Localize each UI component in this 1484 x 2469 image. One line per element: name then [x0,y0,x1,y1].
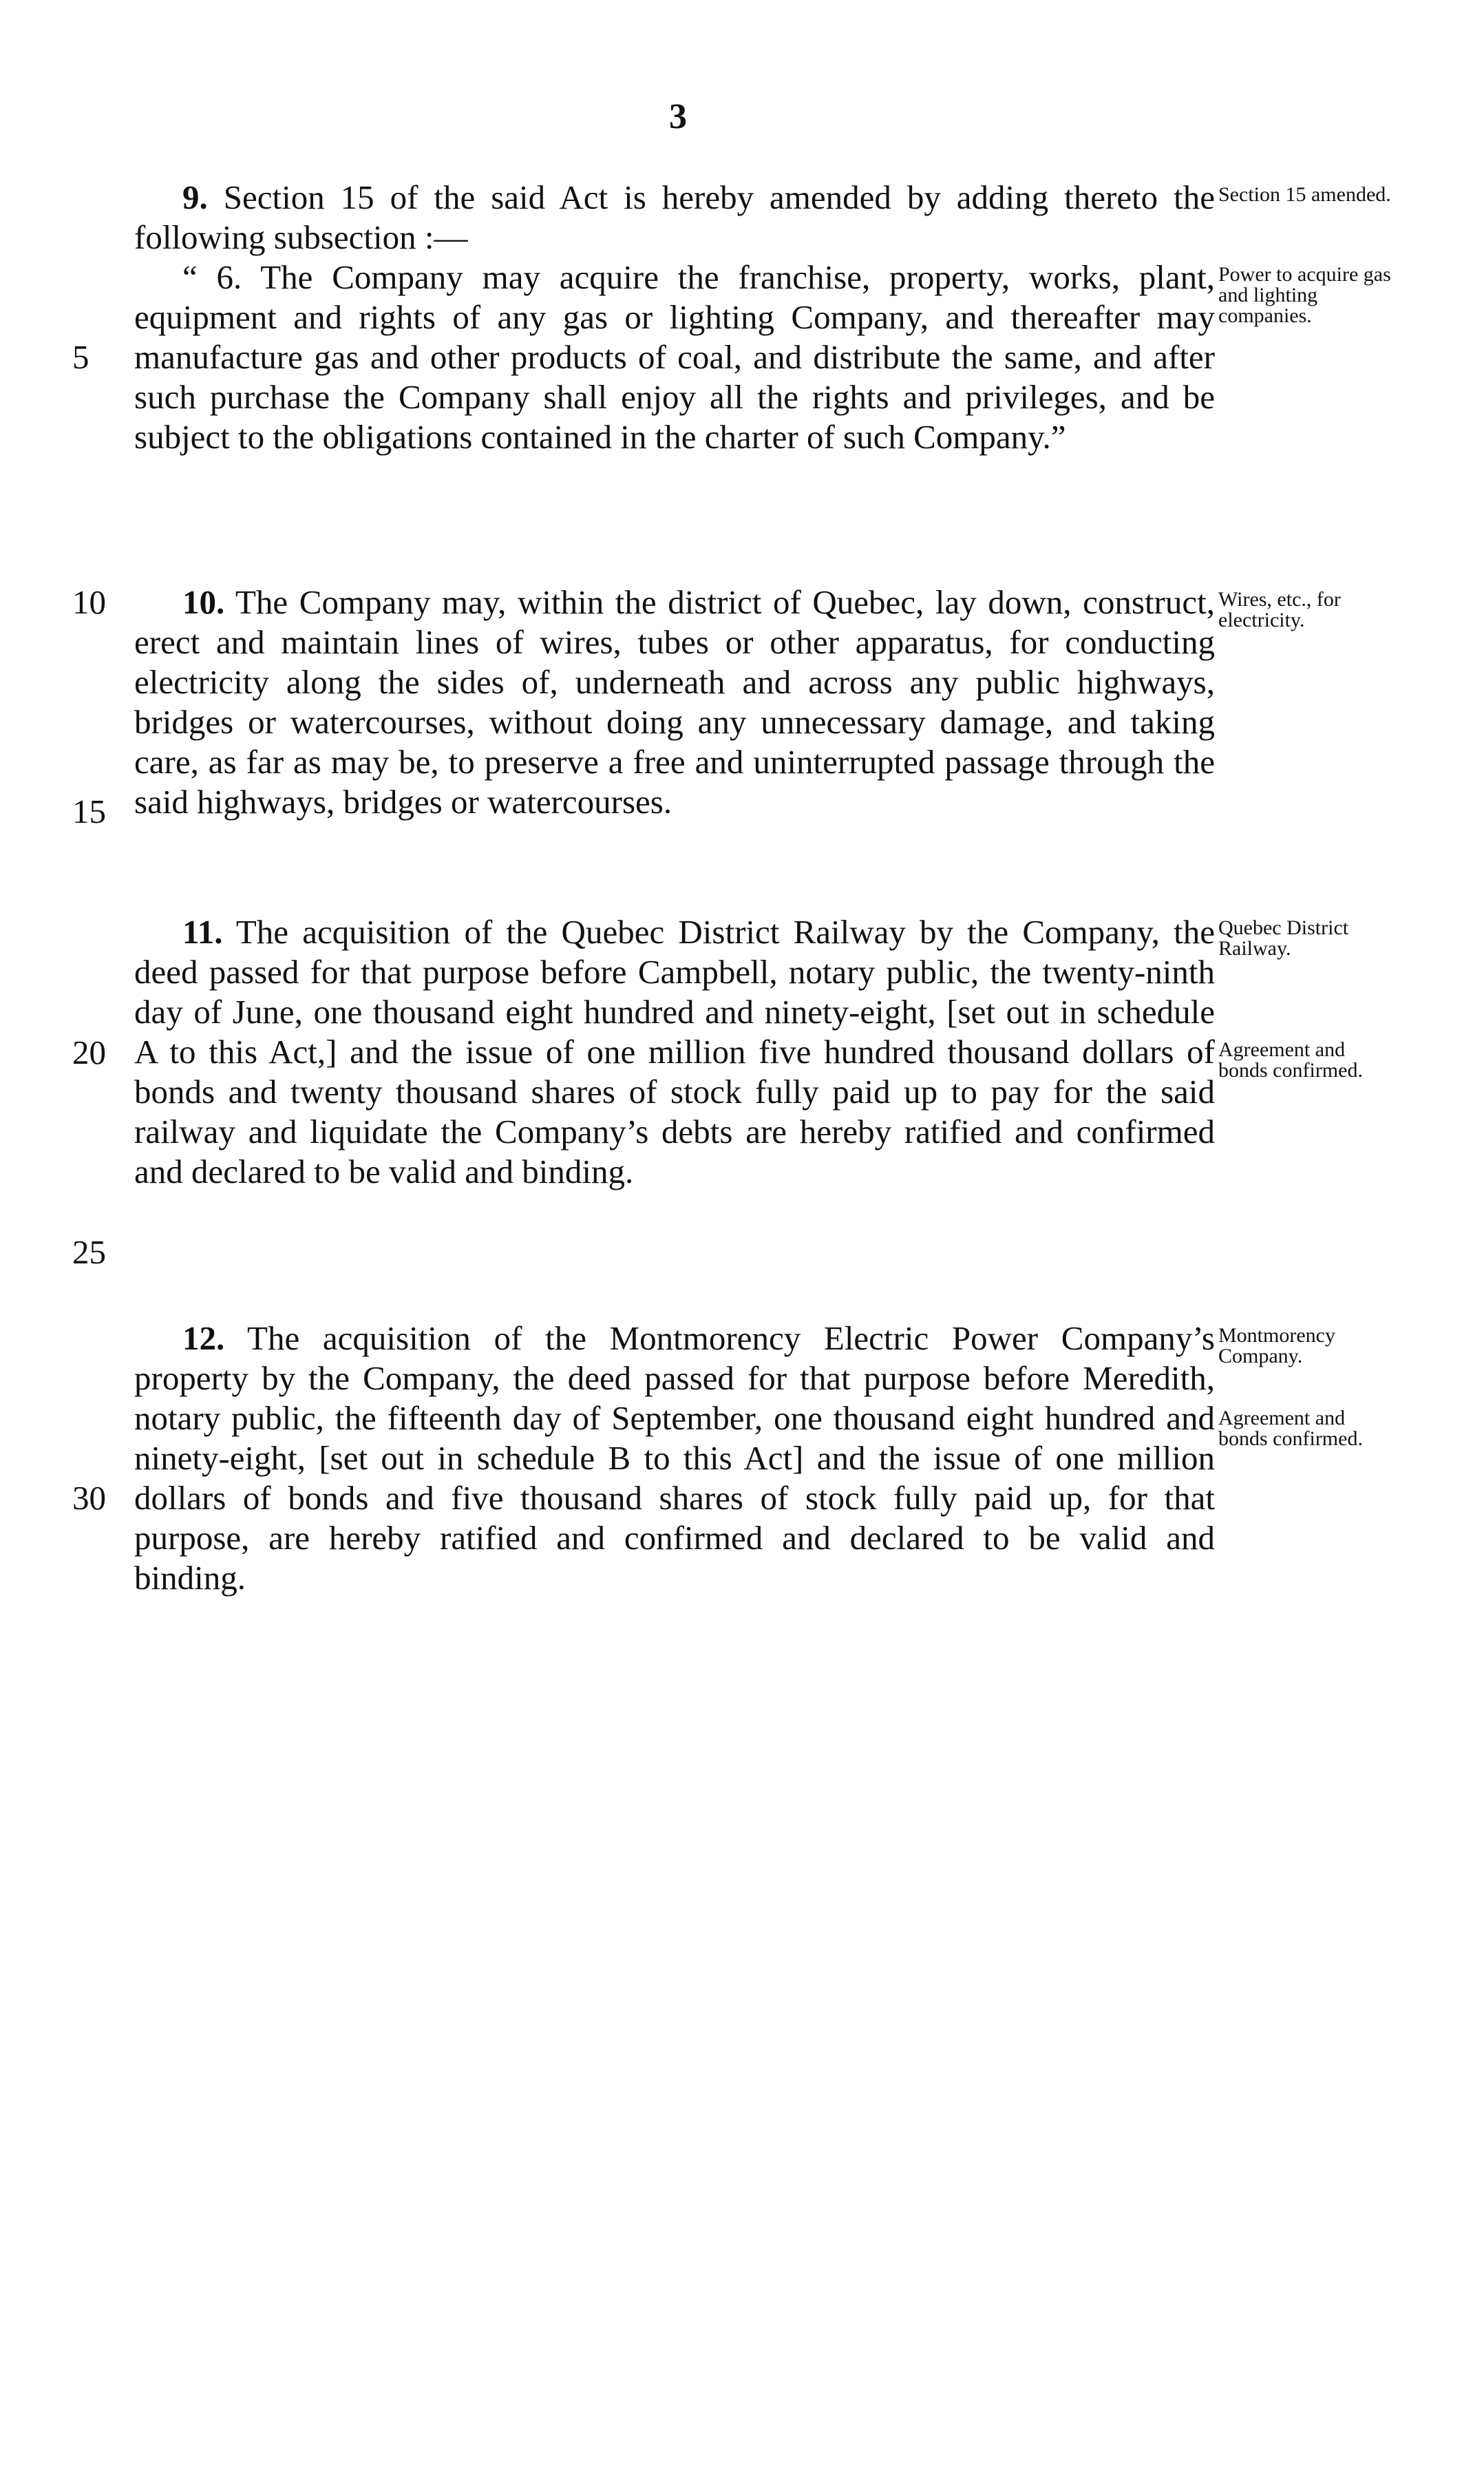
line-number-10: 10 [72,583,106,621]
margin-note-agreement-confirmed-1: Agreement and bonds confirmed. [1218,1038,1363,1082]
margin-note-quebec-district-railway: Quebec District Railway. [1218,916,1349,960]
section-11-paragraph [134,912,1215,1192]
section-12 [134,1318,1215,1598]
margin-note-section-15-amended: Section 15 amended. [1218,183,1391,206]
line-number-30: 30 [72,1479,106,1517]
margin-note-wires: Wires, etc., for electricity. [1218,588,1341,631]
section-number: 11. [182,913,223,951]
section-text: Section 15 of the said Act is hereby amended by adding thereto the following subsection :— [134,178,1215,256]
section-9 [134,178,1215,457]
line-number-5: 5 [72,338,89,376]
section-text: The Company may, within the district of Quebec, lay down, construct, erect and maintain lines of wires, tubes or other apparatus, for conducting electricity along the sides of, underneath and across any public highways, bridges or watercourses, without doing any unnecessary damage, and taking care, as far as may be, to preserve a free and uninterrupted passage through the said highways, bridges or watercourses. [134,583,1215,821]
line-number-20: 20 [72,1033,106,1071]
margin-note-montmorency-company: Montmorency Company. [1218,1324,1335,1367]
line-number-25: 25 [72,1233,106,1271]
section-11 [134,912,1215,1192]
section-number: 10. [182,583,225,621]
section-text: The acquisition of the Quebec District Railway by the Company, the deed passed for that purpose before Campbell, notary public, the twenty-ninth day of June, one thousand eight hundred and ninety-eight, [set out in schedule A to this Act,] and the issue of one million five hundred thousand dollars of bonds and twenty thousand shares of stock fully paid up to pay for the said railway and liquidate the Company’s debts are hereby ratified and confirmed and declared to be valid and binding. [134,913,1215,1190]
section-10 [134,582,1215,822]
section-10-paragraph [134,582,1215,822]
line-number-15: 15 [72,792,106,830]
margin-note-power-to-acquire: Power to acquire gas and lighting companies. [1218,263,1391,327]
section-text: The acquisition of the Montmorency Electric Power Company’s property by the Company, the deed passed for that purpose before Meredith, notary public, the fifteenth day of September, one thousand eight hundred and ninety-eight, [set out in schedule B to this Act] and the issue of one million dollars of bonds and five thousand shares of stock fully paid up, for that purpose, are hereby ratified and confirmed and declared to be valid and binding. [134,1319,1215,1597]
margin-note-agreement-confirmed-2: Agreement and bonds confirmed. [1218,1407,1363,1450]
section-number: 9. [182,178,208,216]
page-number: 3 [669,97,687,136]
section-9-paragraph-2: “ 6. The Company may acquire the franchise, property, works, plant, equipment and rights of any gas or lighting Company, and thereafter may manufacture gas and other products of coal, and distribute the same, and after such purchase the Company shall enjoy all the rights and privileges, and be subject to the obligations contained in the charter of such Company.” [134,258,1215,456]
section-12-paragraph [134,1318,1215,1598]
section-9-paragraph-1 [134,178,1215,258]
section-number: 12. [182,1319,225,1357]
